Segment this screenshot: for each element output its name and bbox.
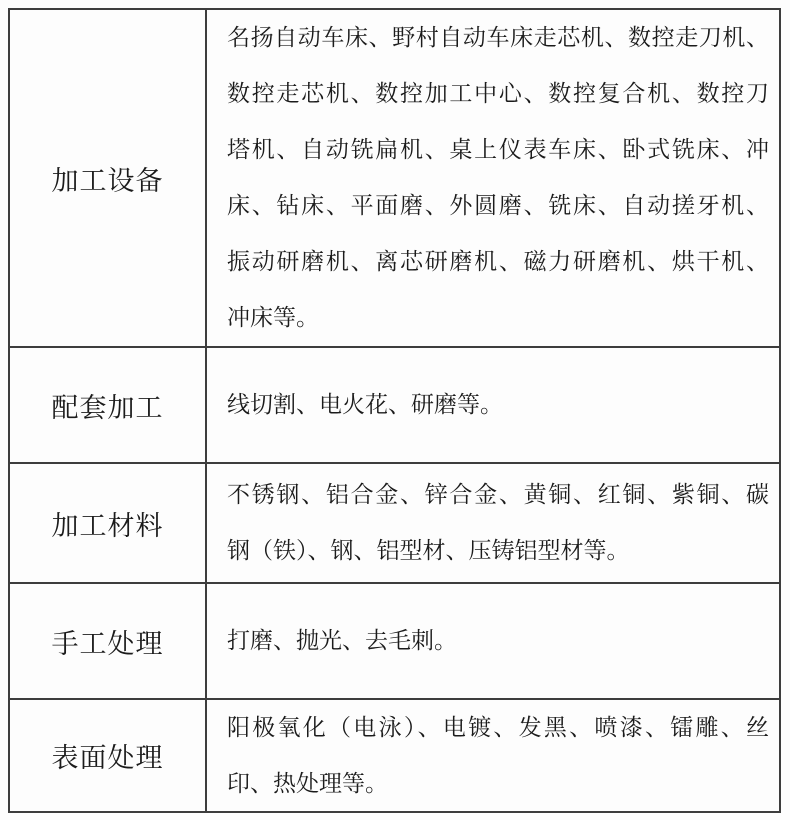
row-label: 配套加工 <box>10 348 207 462</box>
table-row <box>10 582 779 698</box>
table-row <box>10 10 779 346</box>
row-content <box>207 348 779 462</box>
content-line: 数控走芯机、数控加工中心、数控复合机、数控刀 <box>227 81 769 106</box>
content-line: 打磨、抛光、去毛刺。 <box>227 628 457 653</box>
row-content <box>207 584 779 698</box>
content-line: 阳极氧化（电泳）、电镀、发黑、喷漆、镭雕、丝 <box>227 714 769 740</box>
content-line: 钢（铁）、钢、铝型材、压铸铝型材等。 <box>227 538 630 563</box>
content-line: 线切割、电火花、研磨等。 <box>227 392 503 417</box>
row-label: 加工设备 <box>10 10 207 346</box>
row-content <box>207 10 779 346</box>
content-line: 冲床等。 <box>227 305 319 330</box>
spec-table <box>8 8 781 813</box>
content-line: 振动研磨机、离芯研磨机、磁力研磨机、烘干机、 <box>227 249 769 274</box>
row-label: 表面处理 <box>10 700 207 811</box>
table-row <box>10 698 779 811</box>
content-line: 塔机、自动铣扁机、桌上仪表车床、卧式铣床、冲 <box>227 137 769 162</box>
table-row <box>10 346 779 462</box>
content-line: 名扬自动车床、野村自动车床走芯机、数控走刀机、 <box>227 25 769 50</box>
row-content <box>207 700 779 811</box>
content-line: 床、钻床、平面磨、外圆磨、铣床、自动搓牙机、 <box>227 193 769 218</box>
row-label: 手工处理 <box>10 584 207 698</box>
content-line: 印、热处理等。 <box>227 770 388 796</box>
content-line: 不锈钢、铝合金、锌合金、黄铜、红铜、紫铜、碳 <box>227 482 769 507</box>
row-content <box>207 464 779 582</box>
table-row <box>10 462 779 582</box>
row-label: 加工材料 <box>10 464 207 582</box>
